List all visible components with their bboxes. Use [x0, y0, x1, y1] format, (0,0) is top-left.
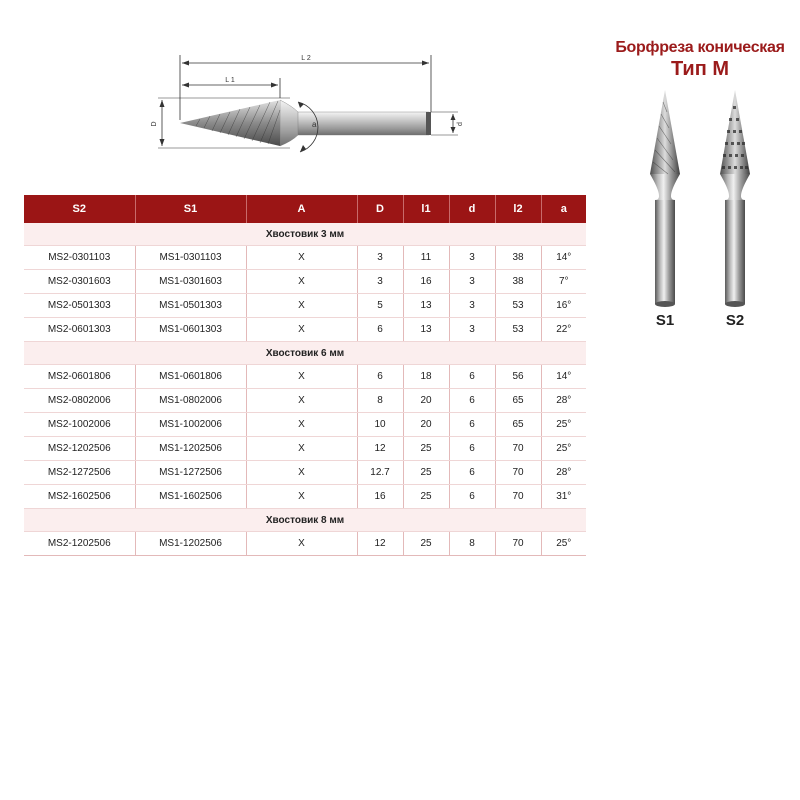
table-cell: 28° [541, 461, 586, 485]
table-cell: MS2-1272506 [24, 461, 135, 485]
header-cell: a [541, 195, 586, 223]
table-cell: 10 [357, 413, 403, 437]
table-cell: 70 [495, 437, 541, 461]
table-cell: 13 [403, 318, 449, 342]
table-cell: MS2-0301103 [24, 246, 135, 270]
table-cell: 38 [495, 246, 541, 270]
product-title-line1: Борфреза коническая [615, 39, 785, 56]
header-cell: S2 [24, 195, 135, 223]
header-cell: l1 [403, 195, 449, 223]
table-cell: 6 [449, 365, 495, 389]
table-cell: MS2-0601806 [24, 365, 135, 389]
table-cell: 20 [403, 413, 449, 437]
label-D: D [151, 121, 158, 127]
label-l2: L 2 [301, 55, 311, 62]
table-row [24, 246, 586, 270]
table-cell: MS2-0501303 [24, 294, 135, 318]
table-header-row [24, 195, 586, 223]
table-cell: X [246, 270, 357, 294]
label-d: d [457, 122, 464, 126]
table-cell: MS2-0601303 [24, 318, 135, 342]
table-cell: 25 [403, 461, 449, 485]
table-cell: 70 [495, 485, 541, 509]
table-row [24, 270, 586, 294]
group-row [24, 223, 586, 246]
table-cell: X [246, 461, 357, 485]
table-cell: MS1-0301603 [135, 270, 246, 294]
table-cell: 7° [541, 270, 586, 294]
table-cell: 6 [449, 389, 495, 413]
table-cell: 70 [495, 532, 541, 556]
table-cell: 3 [449, 294, 495, 318]
table-cell: X [246, 318, 357, 342]
table-cell: MS1-0301103 [135, 246, 246, 270]
header-cell: d [449, 195, 495, 223]
table-cell: X [246, 246, 357, 270]
technical-drawing [140, 40, 470, 180]
table-cell: 14° [541, 246, 586, 270]
table-cell: 3 [449, 318, 495, 342]
header-cell: S1 [135, 195, 246, 223]
table-cell: 6 [449, 485, 495, 509]
table-row [24, 532, 586, 556]
product-title-line2: Тип М [670, 58, 730, 80]
table-cell: MS2-1202506 [24, 437, 135, 461]
table-cell: MS2-1002006 [24, 413, 135, 437]
table-cell: 6 [449, 413, 495, 437]
table-cell: 14° [541, 365, 586, 389]
table-row [24, 485, 586, 509]
table-cell: 5 [357, 294, 403, 318]
group-row [24, 342, 586, 365]
table-cell: X [246, 485, 357, 509]
product-photo [632, 82, 772, 332]
table-cell: MS1-1202506 [135, 532, 246, 556]
label-a: a [312, 120, 317, 129]
label-l1: L 1 [225, 77, 235, 84]
table-cell: 70 [495, 461, 541, 485]
table-cell: 65 [495, 413, 541, 437]
table-cell: 18 [403, 365, 449, 389]
table-cell: 53 [495, 318, 541, 342]
table-cell: 20 [403, 389, 449, 413]
header-cell: l2 [495, 195, 541, 223]
photo-label-s1: S1 [655, 312, 675, 329]
table-cell: X [246, 437, 357, 461]
s2-burr [720, 90, 750, 307]
table-cell: MS1-0601806 [135, 365, 246, 389]
table-cell: 12.7 [357, 461, 403, 485]
product-title [600, 38, 800, 80]
table-cell: 25° [541, 413, 586, 437]
table-row [24, 437, 586, 461]
table-cell: MS1-1602506 [135, 485, 246, 509]
table-cell: MS1-0601303 [135, 318, 246, 342]
table-cell: 56 [495, 365, 541, 389]
table-cell: 16° [541, 294, 586, 318]
table-cell: 25 [403, 437, 449, 461]
group-title: Хвостовик 8 мм [24, 509, 586, 532]
table-row [24, 389, 586, 413]
table-cell: 53 [495, 294, 541, 318]
group-title: Хвостовик 3 мм [24, 223, 586, 246]
table-cell: MS1-1202506 [135, 437, 246, 461]
table-cell: MS1-1002006 [135, 413, 246, 437]
table-cell: 8 [449, 532, 495, 556]
table-cell: 11 [403, 246, 449, 270]
table-cell: 8 [357, 389, 403, 413]
table-cell: MS2-0802006 [24, 389, 135, 413]
table-cell: 6 [449, 437, 495, 461]
table-cell: MS2-1202506 [24, 532, 135, 556]
table-cell: 25° [541, 437, 586, 461]
table-cell: X [246, 389, 357, 413]
table-cell: 13 [403, 294, 449, 318]
group-row [24, 509, 586, 532]
table-cell: MS1-1272506 [135, 461, 246, 485]
header-cell: D [357, 195, 403, 223]
table-cell: 31° [541, 485, 586, 509]
table-cell: MS1-0501303 [135, 294, 246, 318]
table-cell: 3 [449, 246, 495, 270]
table-cell: X [246, 294, 357, 318]
group-title: Хвостовик 6 мм [24, 342, 586, 365]
table-row [24, 461, 586, 485]
table-row [24, 365, 586, 389]
table-cell: 16 [357, 485, 403, 509]
table-cell: 3 [357, 246, 403, 270]
photo-label-s2: S2 [725, 312, 745, 329]
s1-burr [650, 90, 680, 307]
table-cell: MS1-0802006 [135, 389, 246, 413]
table-cell: X [246, 413, 357, 437]
table-row [24, 294, 586, 318]
table-cell: 65 [495, 389, 541, 413]
header-cell: A [246, 195, 357, 223]
table-cell: X [246, 365, 357, 389]
table-cell: 25° [541, 532, 586, 556]
table-cell: 12 [357, 437, 403, 461]
table-cell: 12 [357, 532, 403, 556]
table-cell: 38 [495, 270, 541, 294]
table-cell: 25 [403, 485, 449, 509]
table-cell: 3 [449, 270, 495, 294]
table-cell: 6 [357, 318, 403, 342]
spec-table [24, 195, 586, 556]
table-row [24, 318, 586, 342]
table-cell: 25 [403, 532, 449, 556]
table-row [24, 413, 586, 437]
table-cell: 3 [357, 270, 403, 294]
table-cell: MS2-0301603 [24, 270, 135, 294]
table-cell: 6 [449, 461, 495, 485]
table-cell: 6 [357, 365, 403, 389]
table-cell: X [246, 532, 357, 556]
table-cell: 22° [541, 318, 586, 342]
table-cell: MS2-1602506 [24, 485, 135, 509]
table-cell: 28° [541, 389, 586, 413]
table-cell: 16 [403, 270, 449, 294]
